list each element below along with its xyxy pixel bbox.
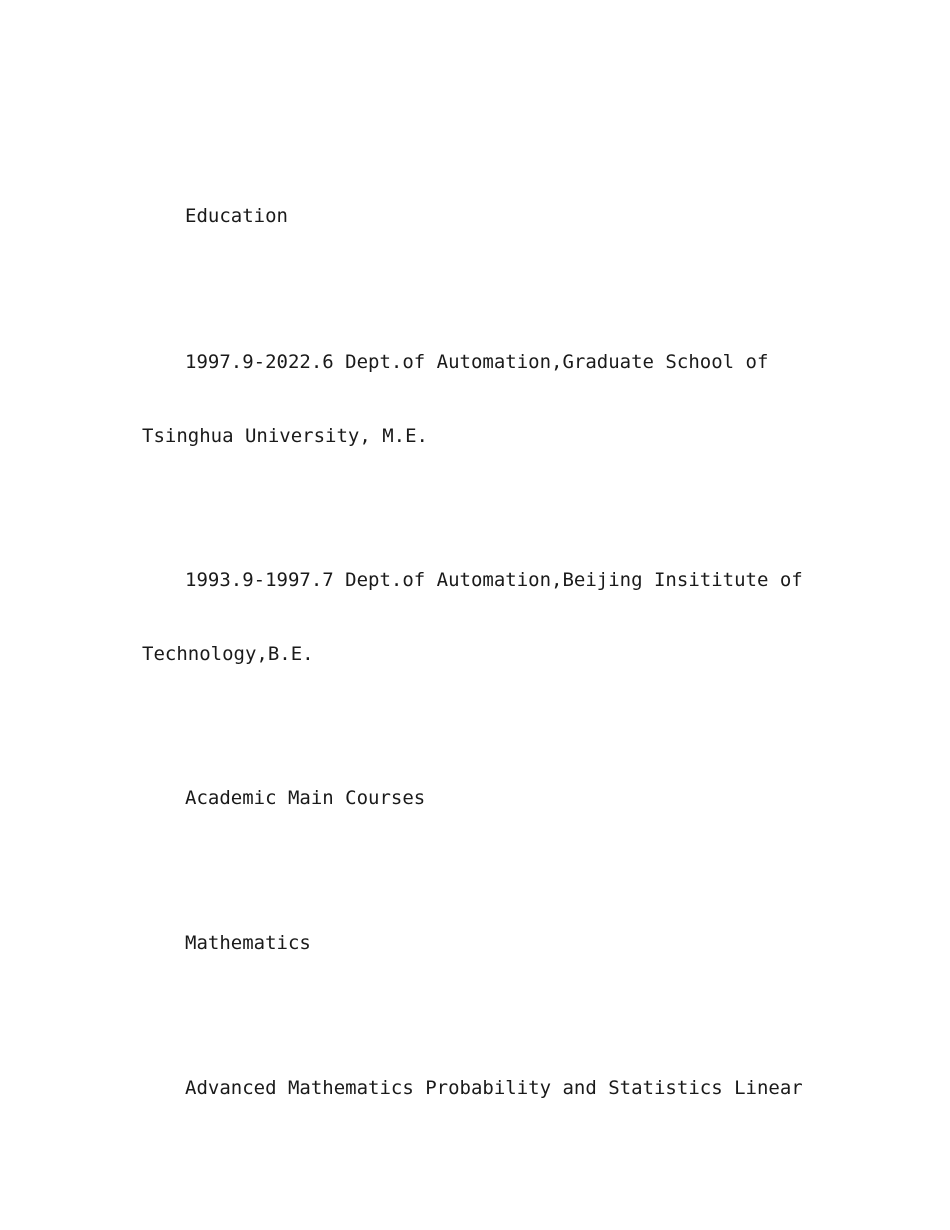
academic-courses-heading: Academic Main Courses	[185, 787, 426, 809]
education-entry-1-line-2: Tsinghua University, M.E.	[142, 425, 428, 447]
education-entry-2-line-1: 1993.9-1997.7 Dept.of Automation,Beijing Insititute of	[185, 569, 803, 591]
education-entry-1-line-1: 1997.9-2022.6 Dept.of Automation,Graduate School of	[185, 351, 769, 373]
education-entry-2-line-2: Technology,B.E.	[142, 643, 314, 665]
mathematics-courses-line: Advanced Mathematics Probability and Statistics Linear	[185, 1077, 803, 1099]
mathematics-heading: Mathematics	[185, 932, 311, 954]
education-heading: Education	[185, 205, 288, 227]
